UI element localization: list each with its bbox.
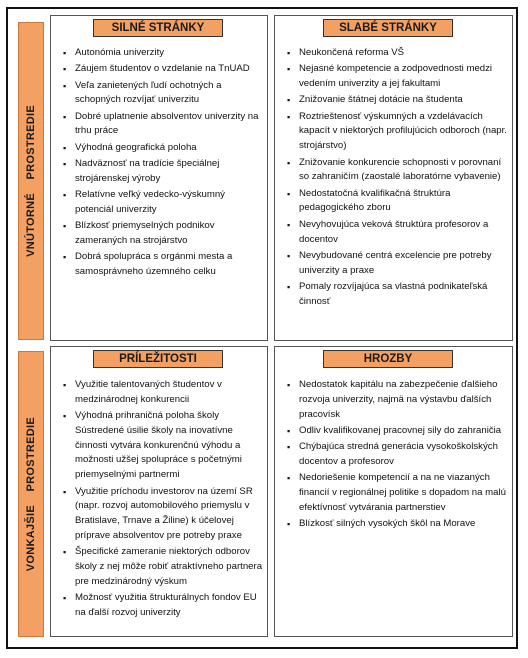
- strengths-panel: [50, 15, 268, 341]
- list-item: ▪ Nedostatok kapitálu na zabezpečenie ďalšieho rozvoja univerzity, najmä na výstavbu ďalších pracovísk: [275, 378, 508, 422]
- list-item: ▪ Znižovanie konkurencie schopnosti v porovnaní so zahraničím (zaostalé laboratórne vybavenie): [275, 156, 508, 186]
- weaknesses-title: SLABÉ STRÁNKY: [323, 19, 453, 37]
- external-label-word1: VONKAJŠIE: [25, 504, 37, 572]
- list-item: ▪ Odliv kvalifikovanej pracovnej sily do zahraničia: [275, 424, 508, 439]
- list-item: ▪ Nadväznosť na tradície špeciálnej strojárenskej výroby: [51, 157, 263, 187]
- list-item: ▪ Špecifické zameranie niektorých odborov školy z nej môže robiť atraktívneho partnera pre medzinárodný výskum: [51, 545, 263, 589]
- internal-label-word1: VNÚTORNÉ: [25, 193, 37, 257]
- list-item: ▪ Nejasné kompetencie a zodpovednosti medzi vedením univerzity a jej fakultami: [275, 62, 508, 92]
- strengths-title: SILNÉ STRÁNKY: [93, 19, 223, 37]
- list-item: ▪ Nedostatočná kvalifikačná štruktúra pedagogického zboru: [275, 187, 508, 217]
- list-item: ▪ Autonómia univerzity: [51, 46, 263, 61]
- weaknesses-list: [275, 46, 508, 311]
- internal-label-word2: PROSTREDIE: [25, 105, 37, 180]
- opportunities-panel: [50, 346, 268, 637]
- list-item: ▪ Výhodná geografická poloha: [51, 141, 263, 156]
- strengths-list: [51, 46, 263, 281]
- list-item: ▪ Využitie talentovaných študentov v medzinárodnej konkurencii: [51, 378, 263, 408]
- list-item: ▪ Nevyhovujúca veková štruktúra profesorov a docentov: [275, 218, 508, 248]
- list-item: ▪ Veľa zanietených ľudí ochotných a schopných rozvíjať univerzitu: [51, 79, 263, 109]
- list-item: ▪ Roztrieštenosť výskumných a vzdelávacích kapacít v niektorých profilujúcich odboroch (napr. strojárstvo): [275, 110, 508, 154]
- weaknesses-panel: [274, 15, 513, 341]
- list-item: ▪ Blízkosť silných vysokých škôl na Morave: [275, 517, 508, 532]
- opportunities-title: PRÍLEŽITOSTI: [93, 350, 223, 368]
- external-environment-label: [18, 351, 44, 637]
- internal-environment-label: [18, 22, 44, 340]
- list-item: ▪ Nedoriešenie kompetencií a na ne viazaných financií v regionálnej politike s dopadom na malú efektívnosť vytvárania partnerstiev: [275, 471, 508, 515]
- list-item: ▪ Blízkosť priemyselných podnikov zameraných na strojárstvo: [51, 219, 263, 249]
- list-item: ▪ Znižovanie štátnej dotácie na študenta: [275, 93, 508, 108]
- opportunities-list: [51, 378, 263, 622]
- threats-title: HROZBY: [323, 350, 453, 368]
- threats-panel: [274, 346, 513, 637]
- threats-list: [275, 378, 508, 533]
- list-item: ▪ Dobré uplatnenie absolventov univerzity na trhu práce: [51, 110, 263, 140]
- list-item: ▪ Záujem študentov o vzdelanie na TnUAD: [51, 62, 263, 77]
- list-item: ▪ Dobrá spolupráca s orgánmi mesta a samosprávneho územného celku: [51, 250, 263, 280]
- list-item: ▪ Neukončená reforma VŠ: [275, 46, 508, 61]
- list-item: ▪ Výhodná prihraničná poloha školy Sústredené úsilie školy na inovatívne činnosti vytvára konkurenčnú výhodu a možnosti užšej spolupráce s početnými priemyselnými partnermi: [51, 409, 263, 483]
- list-item: ▪ Nevybudované centrá excelencie pre potreby univerzity a praxe: [275, 249, 508, 279]
- list-item: ▪ Chýbajúca stredná generácia vysokoškolských docentov a profesorov: [275, 440, 508, 470]
- list-item: ▪ Pomaly rozvíjajúca sa vlastná podnikateľská činnosť: [275, 280, 508, 310]
- list-item: ▪ Možnosť využitia štrukturálnych fondov EU na ďalší rozvoj univerzity: [51, 591, 263, 621]
- list-item: ▪ Relatívne veľký vedecko-výskumný potenciál univerzity: [51, 188, 263, 218]
- list-item: ▪ Využitie príchodu investorov na území SR (napr. rozvoj automobilového priemyslu v Bratislave, Trnave a Žiline) k účelovej príprave absolventov pre potreby praxe: [51, 485, 263, 544]
- external-label-word2: PROSTREDIE: [25, 416, 37, 492]
